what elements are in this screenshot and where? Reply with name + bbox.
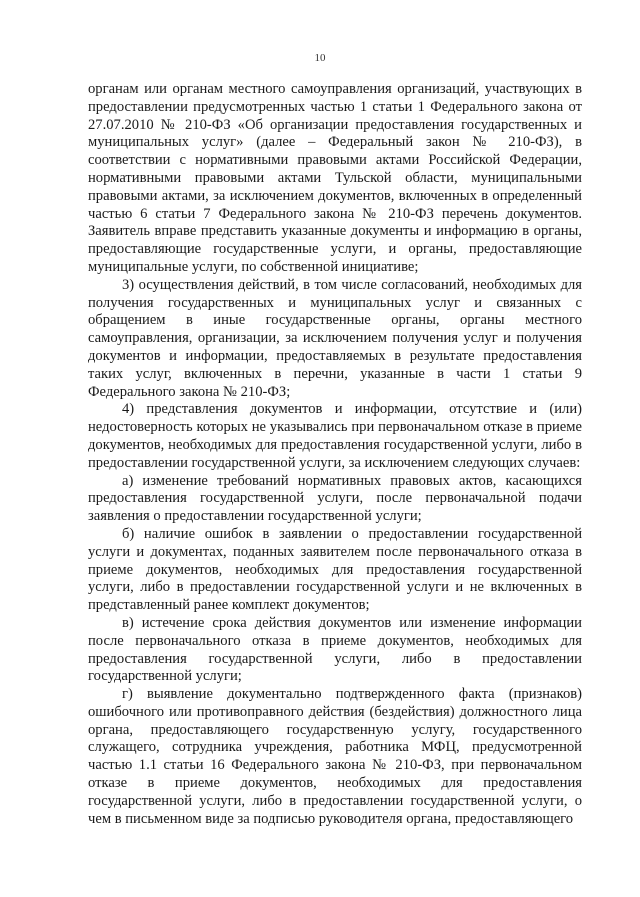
paragraph-continuation: органам или органам местного самоуправления организаций, участвующих в предоставлении предусмотренных частью 1 статьи 1 Федерального закона от 27.07.2010 № 210-ФЗ «Об организации предоставления государственных и муниципальных услуг» (далее – Федеральный закон № 210-ФЗ), в соответствии с нормативными правовыми актами Российской Федерации, нормативными правовыми актами Тульской области, муниципальными правовыми актами, за исключением документов, включенных в определенный частью 6 статьи 7 Федерального закона № 210-ФЗ перечень документов. Заявитель вправе представить указанные документы и информацию в органы, предоставляющие государственные услуги, и органы, предоставляющие муниципальные услуги, по собственной инициативе; — [88, 81, 582, 275]
paragraph-subitem-b: б) наличие ошибок в заявлении о предоставлении государственной услуги и документах, поданных заявителем после первоначального отказа в приеме документов, необходимых для предоставления государственной услуги, либо в предоставлении государственной услуги и не включенных в представленный ранее комплект документов; — [88, 525, 582, 614]
page-number: 10 — [314, 52, 326, 64]
paragraph-item-3: 3) осуществления действий, в том числе согласований, необходимых для получения государственных и муниципальных услуг и связанных с обращением в иные государственные органы, органы местного самоуправления, организации, за исключением получения услуг и получения документов и информации, предоставляемых в результате предоставления таких услуг, включенных в перечни, указанные в части 1 статьи 9 Федерального закона № 210-ФЗ; — [88, 276, 582, 400]
paragraph-item-4: 4) представления документов и информации, отсутствие и (или) недостоверность которых не указывались при первоначальном отказе в приеме документов, необходимых для предоставления государственной услуги, либо в предоставлении государственной услуги, за исключением следующих случаев: — [88, 401, 582, 471]
document-body — [88, 81, 582, 828]
paragraph-subitem-g: г) выявление документально подтвержденного факта (признаков) ошибочного или противоправного действия (бездействия) должностного лица органа, предоставляющего государственную услугу, государственного служащего, сотрудника учреждения, работника МФЦ, предусмотренной частью 1.1 статьи 16 Федерального закона № 210-ФЗ, при первоначальном отказе в приеме документов, необходимых для предоставления государственной услуги, либо в предоставлении государственной услуги, о чем в письменном виде за подписью руководителя органа, предоставляющего — [88, 686, 582, 827]
paragraph-subitem-v: в) истечение срока действия документов или изменение информации после первоначального отказа в приеме документов, необходимых для предоставления государственной услуги, либо в предоставлении государственной услуги; — [88, 614, 582, 685]
paragraph-subitem-a: а) изменение требований нормативных правовых актов, касающихся предоставления государственной услуги, после первоначальной подачи заявления о предоставлении государственной услуги; — [88, 472, 582, 525]
